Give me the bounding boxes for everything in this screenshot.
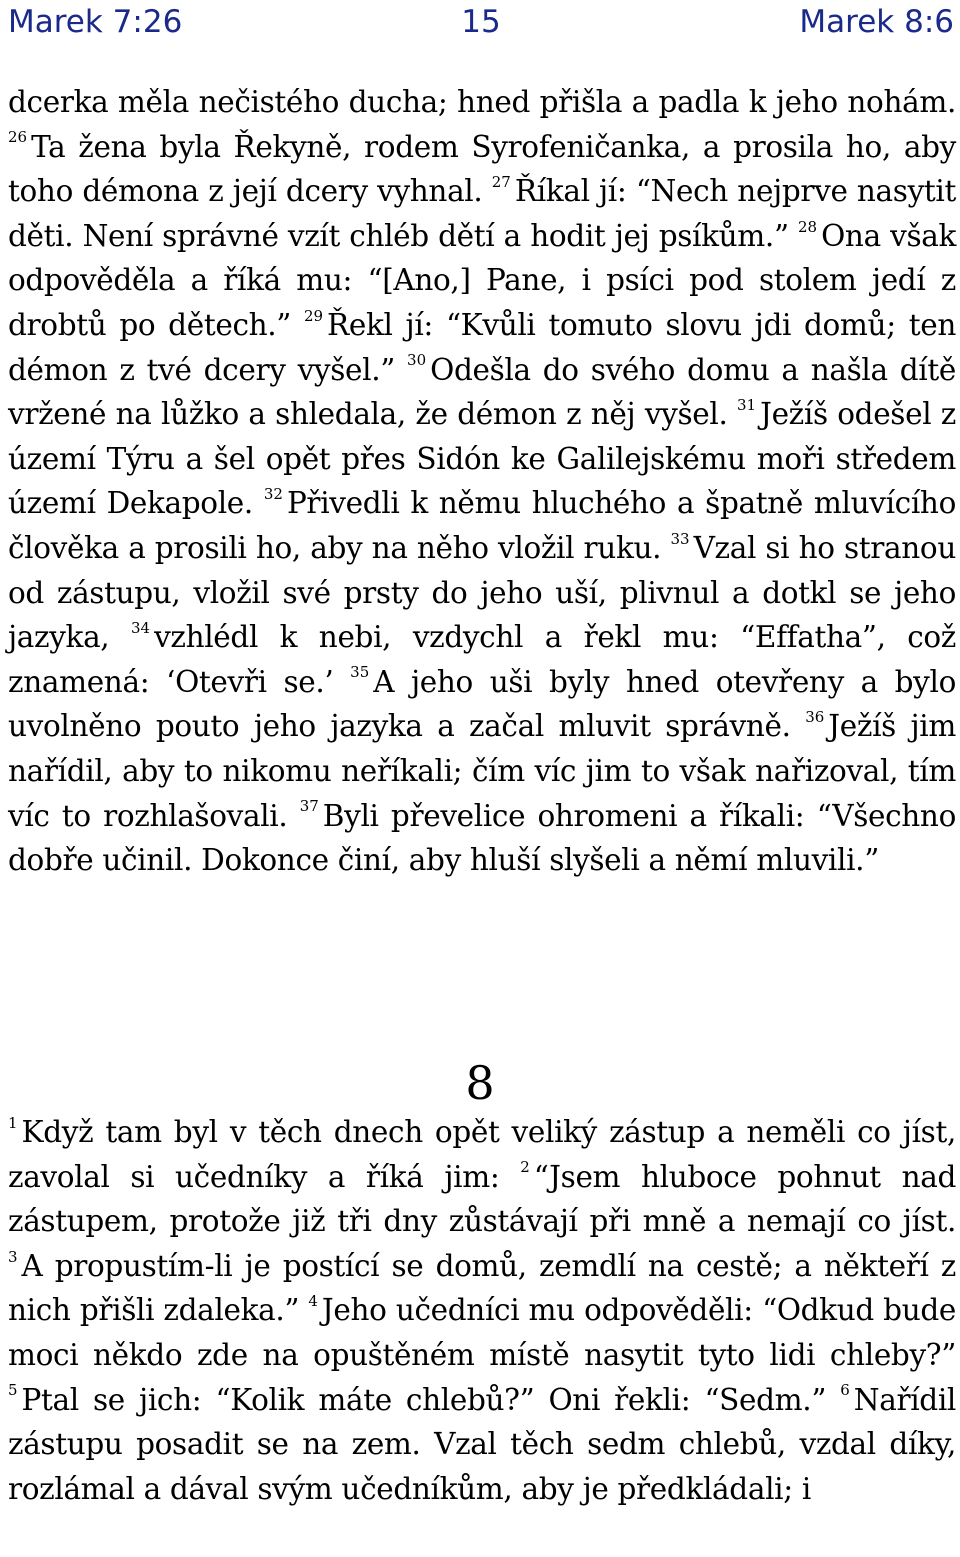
verse-number: 35 bbox=[350, 663, 370, 682]
verse-number: 26 bbox=[8, 128, 28, 147]
verse-text: Ježíš jim nařídil, aby to nikomu neříkali; čím víc jim to však nařizoval, tím víc to rozhlašovali. bbox=[8, 709, 956, 833]
verse-text: “Jsem hluboce pohnut nad zástupem, protože již tři dny zůstávají při mně a nemají co jíst. bbox=[8, 1159, 956, 1239]
verse-text: A propustím-li je postící se domů, zemdlí na cestě; a někteří z nich přišli zdaleka.” bbox=[8, 1248, 956, 1328]
header-left-reference: Marek 7:26 bbox=[8, 4, 183, 40]
verse-number: 3 bbox=[8, 1247, 18, 1266]
verse-number: 31 bbox=[737, 395, 757, 414]
verse-text: dcerka měla nečistého ducha; hned přišla a padla k jeho nohám. bbox=[8, 85, 956, 119]
verse-text: Říkal jí: “Nech nejprve nasytit děti. Není správné vzít chléb dětí a hodit jej psíkům.” bbox=[8, 174, 956, 253]
verse-number: 2 bbox=[520, 1158, 530, 1177]
verse-number: 1 bbox=[8, 1113, 18, 1132]
verse-text: Ona však odpověděla a říká mu: “[Ano,] Pane, i psíci pod stolem jedí z drobtů po dětech.” bbox=[8, 218, 956, 342]
verse-number: 27 bbox=[491, 172, 511, 191]
running-header bbox=[8, 0, 954, 44]
verse-number: 4 bbox=[308, 1292, 318, 1311]
verse-text: Ptal se jich: “Kolik máte chlebů?” Oni řekli: “Sedm.” bbox=[21, 1382, 841, 1417]
verse-text: Nařídil zástupu posadit se na zem. Vzal těch sedm chlebů, vzdal díky, rozlámal a dával svým učedníkům, aby je předkládali; i bbox=[8, 1382, 956, 1506]
verse-text: Ježíš odešel z území Týru a šel opět přes Sidón ke Galilejskému moři středem území Dekapole. bbox=[8, 397, 956, 521]
verse-number: 33 bbox=[670, 529, 690, 548]
verse-number: 29 bbox=[303, 306, 324, 325]
verse-text: vzhlédl k nebi, vzdychl a řekl mu: “Effatha”, což znamená: ‘Otevři se.’ bbox=[8, 620, 956, 699]
verse-text: Odešla do svého domu a našla dítě vržené na lůžko a shledala, že démon z něj vyšel. bbox=[8, 352, 956, 432]
verse-text: Vzal si ho stranou od zástupu, vložil své prsty do jeho uší, plivnul a dotkl se jeho jazyka, bbox=[8, 530, 956, 655]
verse-number: 37 bbox=[299, 797, 319, 816]
verse-number: 6 bbox=[840, 1381, 850, 1400]
verse-number: 28 bbox=[798, 217, 818, 236]
chapter-number: 8 bbox=[465, 1056, 495, 1110]
verse-text: Přivedli k němu hluchého a špatně mluvícího člověka a prosili ho, aby na něho vložil ruku. bbox=[8, 486, 956, 565]
verse-number: 5 bbox=[8, 1381, 18, 1400]
verse-number: 34 bbox=[130, 618, 151, 637]
page-number: 15 bbox=[461, 4, 501, 40]
verse-text: Řekl jí: “Kvůli tomuto slovu jdi domů; ten démon z tvé dcery vyšel.” bbox=[8, 307, 956, 387]
verse-number: 36 bbox=[805, 708, 825, 727]
verse-number: 30 bbox=[407, 351, 427, 370]
verse-text: Když tam byl v těch dnech opět veliký zástup a neměli co jíst, zavolal si učedníky a říká jim: bbox=[8, 1115, 956, 1194]
verse-number: 32 bbox=[263, 485, 283, 504]
header-right-reference: Marek 8:6 bbox=[799, 4, 954, 40]
verse-text: A jeho uši byly hned otevřeny a bylo uvolněno pouto jeho jazyka a začal mluvit správně. bbox=[8, 664, 956, 744]
chapter-7-text bbox=[8, 80, 956, 883]
verse-text: Byli převelice ohromeni a říkali: “Všechno dobře učinil. Dokonce činí, aby hluší slyšeli a němí mluvili.” bbox=[8, 798, 956, 878]
verse-text: Jeho učedníci mu odpověděli: “Odkud bude moci někdo zde na opuštěném místě nasytit tyto lidi chleby?” bbox=[8, 1293, 956, 1372]
chapter-8-text bbox=[8, 1110, 956, 1511]
verse-text: Ta žena byla Řekyně, rodem Syrofeničanka, a prosila ho, aby toho démona z její dcery vyhnal. bbox=[8, 129, 956, 209]
